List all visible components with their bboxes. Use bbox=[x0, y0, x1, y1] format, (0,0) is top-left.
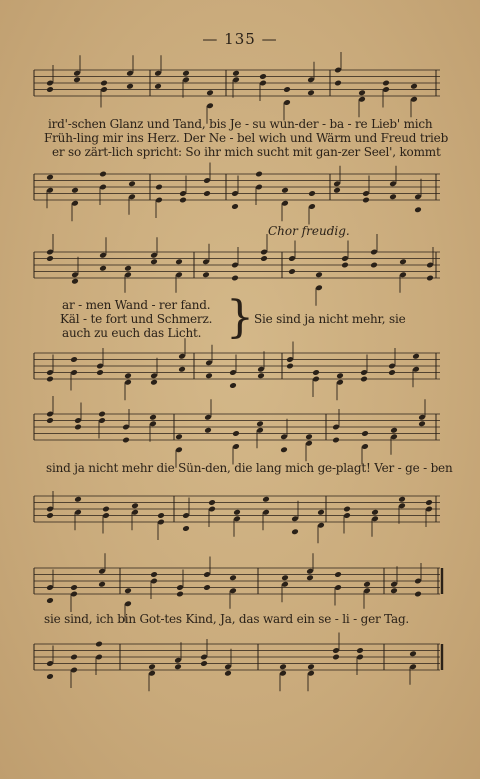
staff-system-2-bass bbox=[0, 343, 480, 399]
note-head bbox=[409, 650, 417, 657]
note-head bbox=[176, 591, 184, 598]
note-head bbox=[46, 255, 54, 262]
note-head bbox=[370, 262, 378, 269]
note-head bbox=[306, 574, 314, 581]
note-head bbox=[46, 597, 54, 604]
note-head bbox=[102, 506, 110, 513]
note-head bbox=[202, 271, 210, 278]
note-head bbox=[418, 420, 426, 427]
note-head bbox=[175, 433, 183, 440]
note-head bbox=[71, 187, 79, 194]
lyric-line: er so zärt-lich spricht: So ihr mich sucht mit gan-zer Seel', kommt bbox=[52, 145, 441, 159]
note-head bbox=[150, 571, 158, 578]
staff-system-4-bass bbox=[0, 632, 480, 688]
note-head bbox=[175, 258, 183, 265]
note-head bbox=[231, 275, 239, 282]
lyric-line: sie sind, ich bin Got-tes Kind, Ja, das ward ein se - li - ger Tag. bbox=[44, 612, 410, 626]
note-head bbox=[283, 86, 291, 93]
note-head bbox=[414, 206, 422, 213]
note-head bbox=[371, 509, 379, 516]
note-head bbox=[208, 499, 216, 506]
note-head bbox=[182, 525, 190, 532]
note-head bbox=[390, 427, 398, 434]
note-head bbox=[399, 258, 407, 265]
lyric-line: sind ja nicht mehr die Sün-den, die lang mich ge-plagt! Ver - ge - ben bbox=[46, 461, 453, 475]
note-head bbox=[179, 197, 187, 204]
note-head bbox=[98, 581, 106, 588]
note-head bbox=[178, 366, 186, 373]
note-head bbox=[398, 496, 406, 503]
note-head bbox=[224, 670, 232, 677]
note-head bbox=[334, 80, 342, 87]
note-head bbox=[150, 258, 158, 265]
note-head bbox=[332, 437, 340, 444]
note-head bbox=[124, 265, 132, 272]
note-head bbox=[317, 509, 325, 516]
note-head bbox=[363, 581, 371, 588]
note-head bbox=[73, 76, 81, 83]
note-head bbox=[412, 353, 420, 360]
note-head bbox=[229, 382, 237, 389]
note-head bbox=[74, 496, 82, 503]
note-head bbox=[74, 424, 82, 431]
note-head bbox=[332, 654, 340, 661]
note-head bbox=[279, 663, 287, 670]
note-head bbox=[182, 70, 190, 77]
note-head bbox=[414, 591, 422, 598]
note-head bbox=[70, 356, 78, 363]
note-head bbox=[100, 80, 108, 87]
lyric-line: ird'-schen Glanz und Tand, bis Je - su wun-der - ba - re Lieb' mich bbox=[48, 117, 433, 131]
note-head bbox=[356, 647, 364, 654]
note-head bbox=[150, 379, 158, 386]
note-head bbox=[231, 203, 239, 210]
lyric-line: ar - men Wand - rer fand. bbox=[62, 298, 211, 312]
note-head bbox=[334, 571, 342, 578]
note-head bbox=[232, 70, 240, 77]
note-head bbox=[131, 502, 139, 509]
note-head bbox=[257, 372, 265, 379]
note-head bbox=[341, 262, 349, 269]
note-head bbox=[336, 372, 344, 379]
note-head bbox=[255, 171, 263, 178]
staff-system-1-treble bbox=[0, 62, 480, 112]
note-head bbox=[410, 83, 418, 90]
note-head bbox=[389, 193, 397, 200]
note-head bbox=[98, 411, 106, 418]
lyric-line: Früh-ling mir ins Herz. Der Ne - bel wich und Wärm und Freud trieb bbox=[44, 131, 449, 145]
note-head bbox=[148, 663, 156, 670]
staff-system-4-treble bbox=[0, 558, 480, 614]
note-head bbox=[426, 275, 434, 282]
note-head bbox=[343, 506, 351, 513]
note-head bbox=[307, 89, 315, 96]
note-head bbox=[124, 587, 132, 594]
note-head bbox=[291, 528, 299, 535]
note-head bbox=[95, 641, 103, 648]
note-head bbox=[382, 80, 390, 87]
note-head bbox=[307, 663, 315, 670]
staff-system-1-bass bbox=[0, 160, 480, 220]
note-head bbox=[70, 584, 78, 591]
note-head bbox=[124, 372, 132, 379]
note-head bbox=[205, 372, 213, 379]
note-head bbox=[425, 499, 433, 506]
staff-system-3-treble bbox=[0, 402, 480, 458]
note-head bbox=[280, 446, 288, 453]
note-head bbox=[358, 89, 366, 96]
note-head bbox=[46, 174, 54, 181]
note-head bbox=[46, 86, 54, 93]
note-head bbox=[203, 190, 211, 197]
note-head bbox=[262, 496, 270, 503]
note-head bbox=[259, 73, 267, 80]
staff-system-2-treble bbox=[0, 242, 480, 296]
note-head bbox=[260, 255, 268, 262]
note-head bbox=[174, 663, 182, 670]
note-head bbox=[128, 180, 136, 187]
note-head bbox=[46, 512, 54, 519]
note-head bbox=[286, 363, 294, 370]
note-head bbox=[315, 271, 323, 278]
note-head bbox=[122, 437, 130, 444]
note-head bbox=[99, 265, 107, 272]
lyric-line: Sie sind ja nicht mehr, sie bbox=[254, 312, 406, 326]
note-head bbox=[361, 430, 369, 437]
lyric-line: Käl - te fort und Schmerz. bbox=[60, 312, 213, 326]
note-head bbox=[312, 369, 320, 376]
lyric-line: auch zu euch das Licht. bbox=[62, 326, 202, 340]
note-head bbox=[281, 187, 289, 194]
note-head bbox=[229, 574, 237, 581]
note-head bbox=[362, 197, 370, 204]
note-head bbox=[154, 83, 162, 90]
note-head bbox=[256, 420, 264, 427]
note-head bbox=[305, 433, 313, 440]
verse-brace: } bbox=[226, 292, 254, 343]
note-head bbox=[200, 660, 208, 667]
note-head bbox=[96, 369, 104, 376]
note-head bbox=[157, 512, 165, 519]
note-head bbox=[149, 414, 157, 421]
note-head bbox=[288, 268, 296, 275]
note-head bbox=[390, 587, 398, 594]
note-head bbox=[46, 376, 54, 383]
page-number: — 135 — bbox=[202, 30, 278, 48]
note-head bbox=[232, 430, 240, 437]
note-head bbox=[203, 584, 211, 591]
note-head bbox=[155, 184, 163, 191]
note-head bbox=[204, 427, 212, 434]
note-head bbox=[99, 171, 107, 178]
note-head bbox=[281, 574, 289, 581]
tempo-marking: Chor freudig. bbox=[268, 224, 350, 238]
note-head bbox=[360, 376, 368, 383]
note-head bbox=[46, 673, 54, 680]
note-head bbox=[308, 190, 316, 197]
note-head bbox=[388, 369, 396, 376]
note-head bbox=[333, 187, 341, 194]
note-head bbox=[71, 278, 79, 285]
note-head bbox=[46, 417, 54, 424]
note-head bbox=[206, 89, 214, 96]
staff-system-3-bass bbox=[0, 478, 480, 542]
note-head bbox=[126, 83, 134, 90]
note-head bbox=[70, 654, 78, 661]
note-head bbox=[233, 509, 241, 516]
